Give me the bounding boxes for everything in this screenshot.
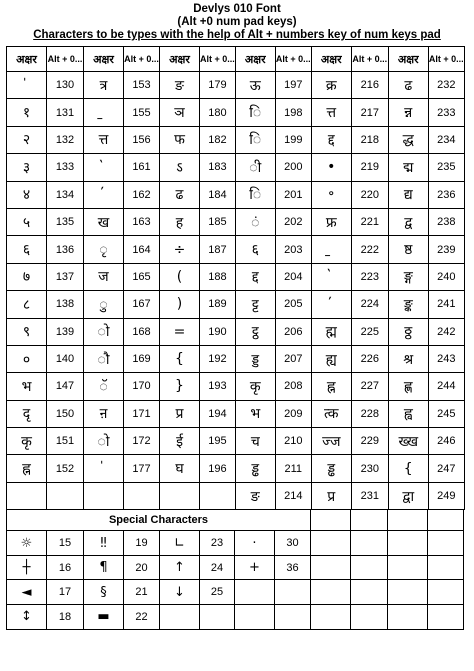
alt-code-cell: 202 xyxy=(275,208,311,235)
character-cell: ट्ट xyxy=(235,291,275,318)
character-cell xyxy=(7,72,47,99)
character-cell: ऊ xyxy=(235,72,275,99)
character-cell: श्र xyxy=(388,345,428,372)
alt-code-cell: 132 xyxy=(47,126,84,153)
table-row xyxy=(7,400,465,427)
table-row xyxy=(7,208,465,235)
character-cell: } xyxy=(160,373,200,400)
alt-code-cell: 198 xyxy=(275,99,311,126)
character-cell: ह्ण xyxy=(388,373,428,400)
character-cell: ऩ xyxy=(84,400,124,427)
character-cell xyxy=(7,482,47,509)
alt-code-cell: 218 xyxy=(351,126,388,153)
table-row xyxy=(7,154,465,181)
character-cell: ह्म xyxy=(311,318,351,345)
alt-code-cell: 196 xyxy=(200,455,236,482)
alt-code-cell: 232 xyxy=(428,72,464,99)
special-row xyxy=(7,580,464,605)
font-subtitle: (Alt +0 num pad keys) xyxy=(177,16,297,28)
character-cell: ज xyxy=(84,263,124,290)
character-cell: ÷ xyxy=(160,236,200,263)
character-cell: ) xyxy=(160,291,200,318)
character-cell: भ xyxy=(7,373,47,400)
character-cell: भ xyxy=(235,400,275,427)
alt-code-cell: 226 xyxy=(351,345,388,372)
empty-cell xyxy=(388,510,428,531)
alt-code-cell: 208 xyxy=(275,373,311,400)
header-code: Alt + 0... xyxy=(428,47,464,72)
special-character-cell: ‼ xyxy=(84,531,124,556)
table-row xyxy=(7,482,465,509)
alt-code-cell: 240 xyxy=(428,263,464,290)
character-cell: न्न xyxy=(388,99,428,126)
alt-code-cell: 177 xyxy=(124,455,160,482)
alt-code-cell: 161 xyxy=(124,154,160,181)
alt-code-cell: 193 xyxy=(200,373,236,400)
special-character-cell: ▬ xyxy=(84,605,124,630)
special-code-cell: 20 xyxy=(124,555,160,580)
special-character-cell xyxy=(160,605,200,630)
character-cell: ई xyxy=(160,428,200,455)
character-cell: ो xyxy=(84,428,124,455)
alt-code-cell: 155 xyxy=(124,99,160,126)
character-cell: त्क xyxy=(311,400,351,427)
alt-code-cell: 133 xyxy=(47,154,84,181)
alt-code-cell xyxy=(124,482,160,509)
empty-cell xyxy=(388,531,428,556)
alt-code-cell: 211 xyxy=(275,455,311,482)
character-code-table xyxy=(6,46,465,510)
table-row xyxy=(7,263,465,290)
character-cell: ि xyxy=(235,126,275,153)
alt-code-cell: 203 xyxy=(275,236,311,263)
character-cell: द्वा xyxy=(388,482,428,509)
alt-code-cell: 152 xyxy=(47,455,84,482)
special-code-cell xyxy=(275,580,311,605)
alt-code-cell: 180 xyxy=(200,99,236,126)
special-row xyxy=(7,555,464,580)
alt-code-cell: 137 xyxy=(47,263,84,290)
table-row xyxy=(7,72,465,99)
header-char: अक्षर xyxy=(235,47,275,72)
alt-code-cell: 238 xyxy=(428,208,464,235)
character-cell: ह्य xyxy=(311,345,351,372)
alt-code-cell: 242 xyxy=(428,318,464,345)
character-cell: ङ्ग xyxy=(388,263,428,290)
character-cell: ह्न xyxy=(7,455,47,482)
character-cell xyxy=(84,455,124,482)
special-characters-title: Special Characters xyxy=(7,510,311,531)
character-cell: ५ xyxy=(7,208,47,235)
alt-code-cell: 234 xyxy=(428,126,464,153)
special-code-cell: 30 xyxy=(275,531,311,556)
empty-cell xyxy=(351,510,388,531)
special-character-cell xyxy=(235,605,275,630)
character-cell: ट्ठ xyxy=(235,318,275,345)
alt-code-cell: 182 xyxy=(200,126,236,153)
character-cell: ३ xyxy=(7,154,47,181)
character-cell: ि xyxy=(235,181,275,208)
alt-code-cell: 227 xyxy=(351,373,388,400)
alt-code-cell: 209 xyxy=(275,400,311,427)
character-cell: ड्ड xyxy=(235,345,275,372)
character-cell: ी xyxy=(235,154,275,181)
special-character-cell: ◄ xyxy=(7,580,47,605)
empty-cell xyxy=(311,580,351,605)
special-row xyxy=(7,605,464,630)
character-cell: ख्ख xyxy=(388,428,428,455)
character-cell: ि xyxy=(235,99,275,126)
table-row xyxy=(7,99,465,126)
alt-code-cell: 179 xyxy=(200,72,236,99)
character-cell: ञ xyxy=(160,99,200,126)
alt-code-cell: 235 xyxy=(428,154,464,181)
character-cell: ह्न xyxy=(311,373,351,400)
alt-code-cell: 210 xyxy=(275,428,311,455)
table-row xyxy=(7,318,465,345)
table-row xyxy=(7,455,465,482)
character-cell: घ xyxy=(160,455,200,482)
character-cell xyxy=(311,291,351,318)
header-code: Alt + 0... xyxy=(124,47,160,72)
character-cell: ड्ढ xyxy=(235,455,275,482)
character-cell: द्य xyxy=(388,181,428,208)
alt-code-cell: 189 xyxy=(200,291,236,318)
alt-code-cell: 194 xyxy=(200,400,236,427)
alt-code-cell: 200 xyxy=(275,154,311,181)
table-row xyxy=(7,236,465,263)
character-cell: द्व xyxy=(388,208,428,235)
special-code-cell: 18 xyxy=(47,605,84,630)
character-cell xyxy=(84,181,124,208)
alt-code-cell: 135 xyxy=(47,208,84,235)
alt-code-cell: 169 xyxy=(124,345,160,372)
special-code-cell: 19 xyxy=(124,531,160,556)
empty-cell xyxy=(428,555,464,580)
header-char: अक्षर xyxy=(7,47,47,72)
character-cell: { xyxy=(160,345,200,372)
table-row xyxy=(7,291,465,318)
alt-code-cell: 164 xyxy=(124,236,160,263)
alt-code-cell: 228 xyxy=(351,400,388,427)
alt-code-cell: 224 xyxy=(351,291,388,318)
character-cell: ज्ज xyxy=(311,428,351,455)
alt-code-cell: 216 xyxy=(351,72,388,99)
alt-code-cell: 185 xyxy=(200,208,236,235)
empty-cell xyxy=(311,605,351,630)
alt-code-cell: 163 xyxy=(124,208,160,235)
alt-code-cell: 239 xyxy=(428,236,464,263)
header-code: Alt + 0... xyxy=(275,47,311,72)
alt-code-cell: 219 xyxy=(351,154,388,181)
special-character-cell: · xyxy=(235,531,275,556)
alt-code-cell: 229 xyxy=(351,428,388,455)
character-cell: ं xyxy=(235,208,275,235)
empty-cell xyxy=(351,605,388,630)
character-cell xyxy=(311,236,351,263)
character-cell: प्र xyxy=(160,400,200,427)
special-character-cell: ↕ xyxy=(7,605,47,630)
font-title: Devlys 010 Font xyxy=(193,3,281,15)
table-row xyxy=(7,373,465,400)
alt-code-cell: 172 xyxy=(124,428,160,455)
empty-cell xyxy=(428,580,464,605)
table-row xyxy=(7,345,465,372)
alt-code-cell: 188 xyxy=(200,263,236,290)
character-cell: ४ xyxy=(7,181,47,208)
alt-code-cell: 165 xyxy=(124,263,160,290)
alt-code-cell: 243 xyxy=(428,345,464,372)
special-character-cell: ☼ xyxy=(7,531,47,556)
alt-code-cell: 134 xyxy=(47,181,84,208)
character-cell: ( xyxy=(160,263,200,290)
character-cell: २ xyxy=(7,126,47,153)
alt-code-cell: 233 xyxy=(428,99,464,126)
alt-code-cell: 231 xyxy=(351,482,388,509)
alt-code-cell xyxy=(47,482,84,509)
character-cell: ९ xyxy=(7,318,47,345)
alt-code-cell: 162 xyxy=(124,181,160,208)
alt-code-cell: 156 xyxy=(124,126,160,153)
empty-cell xyxy=(351,555,388,580)
table-row xyxy=(7,428,465,455)
special-header-row xyxy=(7,510,464,531)
alt-code-cell: 187 xyxy=(200,236,236,263)
character-cell: ड्ढ xyxy=(311,455,351,482)
special-character-cell xyxy=(235,580,275,605)
character-cell xyxy=(84,482,124,509)
empty-cell xyxy=(388,605,428,630)
alt-code-cell: 151 xyxy=(47,428,84,455)
character-cell: दृ xyxy=(7,400,47,427)
character-cell: ८ xyxy=(7,291,47,318)
empty-cell xyxy=(351,531,388,556)
table-header-row xyxy=(7,47,465,72)
character-cell: ो xyxy=(84,318,124,345)
header-char: अक्षर xyxy=(84,47,124,72)
alt-code-cell: 136 xyxy=(47,236,84,263)
character-cell: ७ xyxy=(7,263,47,290)
alt-code-cell: 204 xyxy=(275,263,311,290)
character-cell: द्ध xyxy=(388,126,428,153)
empty-cell xyxy=(428,531,464,556)
header-char: अक्षर xyxy=(311,47,351,72)
special-character-cell: ┼ xyxy=(7,555,47,580)
special-character-cell: § xyxy=(84,580,124,605)
special-code-cell: 36 xyxy=(275,555,311,580)
special-characters-table xyxy=(6,509,464,629)
character-cell: = xyxy=(160,318,200,345)
character-cell: ॅ xyxy=(84,373,124,400)
empty-cell xyxy=(311,531,351,556)
alt-code-cell: 236 xyxy=(428,181,464,208)
alt-code-cell: 249 xyxy=(428,482,464,509)
table-row xyxy=(7,181,465,208)
alt-code-cell: 153 xyxy=(124,72,160,99)
header-code: Alt + 0... xyxy=(200,47,236,72)
character-cell: ६ xyxy=(235,236,275,263)
alt-code-cell: 220 xyxy=(351,181,388,208)
alt-code-cell: 184 xyxy=(200,181,236,208)
character-cell xyxy=(84,99,124,126)
alt-code-cell: 192 xyxy=(200,345,236,372)
character-cell: ु xyxy=(84,291,124,318)
special-code-cell xyxy=(200,605,235,630)
header-char: अक्षर xyxy=(160,47,200,72)
alt-code-cell: 225 xyxy=(351,318,388,345)
special-code-cell: 22 xyxy=(124,605,160,630)
alt-code-cell: 199 xyxy=(275,126,311,153)
alt-code-cell: 147 xyxy=(47,373,84,400)
alt-code-cell: 190 xyxy=(200,318,236,345)
character-cell: ौ xyxy=(84,345,124,372)
character-cell: ० xyxy=(7,345,47,372)
character-cell: त्र xyxy=(84,72,124,99)
special-character-cell: + xyxy=(235,555,275,580)
character-cell: ६ xyxy=(7,236,47,263)
alt-code-cell: 197 xyxy=(275,72,311,99)
character-cell: ङ्क xyxy=(388,291,428,318)
alt-code-cell: 131 xyxy=(47,99,84,126)
alt-code-cell: 139 xyxy=(47,318,84,345)
character-cell: त्त xyxy=(84,126,124,153)
character-cell: ढ xyxy=(388,72,428,99)
character-cell: त्त xyxy=(311,99,351,126)
alt-code-cell: 167 xyxy=(124,291,160,318)
alt-code-cell: 140 xyxy=(47,345,84,372)
alt-code-cell: 206 xyxy=(275,318,311,345)
character-cell: ठ्ठ xyxy=(388,318,428,345)
character-cell xyxy=(84,154,124,181)
special-character-cell: ↑ xyxy=(160,555,200,580)
character-cell: ह्व xyxy=(388,400,428,427)
alt-code-cell: 214 xyxy=(275,482,311,509)
alt-code-cell: 171 xyxy=(124,400,160,427)
alt-code-cell: 244 xyxy=(428,373,464,400)
special-code-cell: 16 xyxy=(47,555,84,580)
special-code-cell xyxy=(275,605,311,630)
special-code-cell: 21 xyxy=(124,580,160,605)
alt-code-cell: 241 xyxy=(428,291,464,318)
special-code-cell: 17 xyxy=(47,580,84,605)
character-cell: ष्ठ xyxy=(388,236,428,263)
alt-code-cell: 168 xyxy=(124,318,160,345)
alt-code-cell: 205 xyxy=(275,291,311,318)
alt-code-cell: 130 xyxy=(47,72,84,99)
empty-cell xyxy=(388,580,428,605)
character-cell: द्म xyxy=(388,154,428,181)
alt-code-cell: 230 xyxy=(351,455,388,482)
character-cell: क्र xyxy=(311,72,351,99)
character-cell: ऽ xyxy=(160,154,200,181)
special-code-cell: 25 xyxy=(200,580,235,605)
character-cell: फ्र xyxy=(311,208,351,235)
empty-cell xyxy=(351,580,388,605)
character-cell: द्द xyxy=(235,263,275,290)
character-cell: च xyxy=(235,428,275,455)
character-cell xyxy=(311,263,351,290)
special-code-cell: 23 xyxy=(200,531,235,556)
special-code-cell: 24 xyxy=(200,555,235,580)
alt-code-cell: 221 xyxy=(351,208,388,235)
alt-code-cell: 138 xyxy=(47,291,84,318)
character-cell: कृ xyxy=(7,428,47,455)
alt-code-cell: 183 xyxy=(200,154,236,181)
character-cell: • xyxy=(311,154,351,181)
character-cell: ङ xyxy=(160,72,200,99)
character-cell: { xyxy=(388,455,428,482)
character-cell xyxy=(160,482,200,509)
alt-code-cell: 217 xyxy=(351,99,388,126)
alt-code-cell: 222 xyxy=(351,236,388,263)
character-cell: ख xyxy=(84,208,124,235)
alt-code-cell: 201 xyxy=(275,181,311,208)
alt-code-cell: 245 xyxy=(428,400,464,427)
special-row xyxy=(7,531,464,556)
special-code-cell: 15 xyxy=(47,531,84,556)
empty-cell xyxy=(428,510,464,531)
character-cell: ृ xyxy=(84,236,124,263)
table-row xyxy=(7,126,465,153)
alt-code-cell: 247 xyxy=(428,455,464,482)
special-character-cell: ↓ xyxy=(160,580,200,605)
header-code: Alt + 0... xyxy=(47,47,84,72)
alt-code-cell: 150 xyxy=(47,400,84,427)
character-cell: प्र xyxy=(311,482,351,509)
character-cell: कृ xyxy=(235,373,275,400)
alt-code-cell: 170 xyxy=(124,373,160,400)
character-cell: फ xyxy=(160,126,200,153)
alt-code-cell: 195 xyxy=(200,428,236,455)
character-cell: १ xyxy=(7,99,47,126)
alt-code-cell xyxy=(200,482,236,509)
character-cell: द्द xyxy=(311,126,351,153)
empty-cell xyxy=(388,555,428,580)
character-cell: ङ xyxy=(235,482,275,509)
character-cell: ह xyxy=(160,208,200,235)
character-cell: ॰ xyxy=(311,181,351,208)
alt-code-cell: 246 xyxy=(428,428,464,455)
empty-cell xyxy=(311,555,351,580)
header-char: अक्षर xyxy=(388,47,428,72)
alt-code-cell: 223 xyxy=(351,263,388,290)
special-character-cell: ¶ xyxy=(84,555,124,580)
empty-cell xyxy=(311,510,351,531)
header-code: Alt + 0... xyxy=(351,47,388,72)
alt-code-cell: 207 xyxy=(275,345,311,372)
table-description: Characters to be types with the help of Alt + numbers key of num keys pad xyxy=(33,29,441,41)
character-cell: ढ xyxy=(160,181,200,208)
special-character-cell: ∟ xyxy=(160,531,200,556)
empty-cell xyxy=(428,605,464,630)
